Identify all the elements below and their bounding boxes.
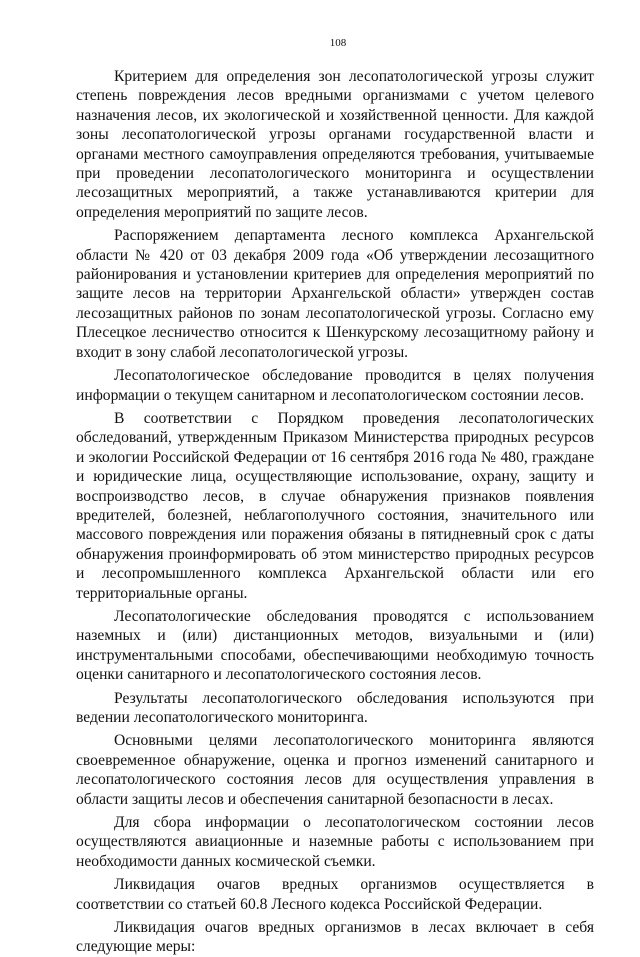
paragraph-monitoring-goals: Основными целями лесопатологического мониторинга являются своевременное обнаружение, оценка и прогноз изменений санитарного и лесопатологического состояния лесов для осуществления управления в области защиты лесов и обеспечения санитарной безопасности в лесах.: [76, 732, 594, 808]
paragraph-survey-procedure: В соответствии с Порядком проведения лесопатологических обследований, утвержденным Приказом Министерства природных ресурсов и экологии Российской Федерации от 16 сентября 2016 года № 480, граждане и юридические лица, осуществляющие использование, охрану, защиту и воспроизводство лесов, в случае обнаружения признаков появления вредителей, болезней, неблагополучного состояния, значительного или массового повреждения или поражения обязаны в пятидневный срок с даты обнаружения проинформировать об этом министерство природных ресурсов и лесопромышленного комплекса Архангельской области или его территориальные органы.: [76, 409, 594, 602]
paragraph-survey-methods: Лесопатологические обследования проводятся с использованием наземных и (или) дистанционных методов, визуальными и (или) инструментальными способами, обеспечивающими необходимую точность оценки санитарного и лесопатологического состояния лесов.: [76, 607, 594, 684]
paragraph-survey-results: Результаты лесопатологического обследования используются при ведении лесопатологического мониторинга.: [76, 689, 594, 726]
paragraph-data-collection: Для сбора информации о лесопатологическом состоянии лесов осуществляются авиационные и наземные работы с использованием при необходимости данных космической съемки.: [76, 814, 594, 870]
paragraph-regional-order: Распоряжением департамента лесного комплекса Архангельской области № 420 от 03 декабря 2009 года «Об утверждении лесозащитного районирования и установлении критериев для определения мероприятий по защите лесов на территории Архангельской области» утвержден состав лесозащитных районов по зонам лесопатологической угрозы. Согласно ему Плесецкое лесничество относится к Шенкурскому лесозащитному району и входит в зону слабой лесопатологической угрозы.: [76, 227, 594, 361]
paragraph-survey-purpose: Лесопатологическое обследование проводится в целях получения информации о текущем санитарном и лесопатологическом состоянии лесов.: [76, 367, 594, 404]
paragraph-liquidation-measures: Ликвидация очагов вредных организмов в лесах включает в себя следующие меры:: [76, 919, 594, 956]
page-number: 108: [329, 37, 347, 49]
paragraph-zone-criteria: Критерием для определения зон лесопатологической угрозы служит степень повреждения лесов вредными организмами с учетом целевого назначения лесов, их экологической и хозяйственной ценности. Для каждой зоны лесопатологической угрозы органами государственной власти и органами местного самоуправления определяются требования, учитываемые при проведении лесопатологического мониторинга и осуществлении лесозащитных мероприятий, а также устанавливаются критерии для определения мероприятий по защите лесов.: [76, 68, 594, 221]
paragraph-outbreak-liquidation: Ликвидация очагов вредных организмов осуществляется в соответствии со статьей 60.8 Лесного кодекса Российской Федерации.: [76, 876, 594, 913]
